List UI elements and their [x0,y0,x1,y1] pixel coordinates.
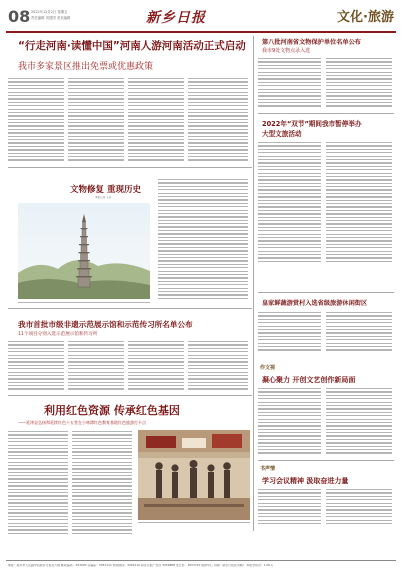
culture-text-col-1 [258,388,321,456]
museum-text-col-1 [258,58,321,109]
red-headline: 利用红色资源 传承红色基因 [44,404,180,417]
paper-logo: 新乡日报 [146,10,206,26]
museum-text-col-2 [326,58,392,109]
museum-subheadline: 我市9处文物点录入选 [262,48,311,54]
village-text-col-2 [326,312,392,353]
main-text-col-1 [8,78,64,163]
editor-line: 责任编辑 刘建国 美术编辑 [31,16,71,20]
relics-text-col-4 [188,341,248,392]
pagoda-photo [18,203,150,299]
protect-text-caption [18,302,150,305]
village-headline: 皇家鲜蔬游赏村入选省级旅游休闲街区 [262,300,368,307]
protect-byline: 本报记者 王菲 [95,196,112,199]
relics-text-col-3 [128,341,184,392]
footer-info: 地址：新乡市人民路中段新乡日报社大楼 邮政编码：453000 总编室：3057111 新闻热线：3062110 新乡日报广告部 3059888 发行部：3053710 照排中心 印刷：新乡日报社印刷厂 本报零售价：1.00元 [8,564,274,567]
middle-rule-mid [8,308,252,309]
red-subheadline: ——延津县弘扬和延续红色十五堂在小林潭红色教育基地红色旅游打卡点 [18,420,146,425]
red-text-col-2 [72,431,132,536]
study-rule [258,460,394,461]
main-subheadline: 我市多家景区推出免票或优惠政策 [18,62,154,72]
study-headline: 学习会议精神 汲取奋进力量 [262,477,349,485]
festival-text-col-1 [258,142,321,264]
culture-headline: 凝心聚力 开创文艺创作新局面 [262,376,356,384]
relics-text-col-2 [68,341,124,392]
festival-text-col-2 [326,142,392,264]
study-text-col-2 [326,489,392,526]
relics-text-col-1 [8,341,64,392]
page-number: 08 [8,7,31,26]
study-text-col-1 [258,489,321,526]
footer-rule [6,560,396,561]
section-title: 文化·旅游 [337,10,394,25]
lower-rule [8,395,252,396]
village-rule [258,292,394,293]
masthead-rule [6,31,396,33]
main-text-col-2 [68,78,124,163]
festival-headline-line-2: 大型文旅活动 [262,130,302,138]
date-line: 2022年12月2日 星期五 [31,10,68,14]
red-text-col-1 [8,431,68,536]
column-divider-right [253,36,254,531]
culture-text-col-2 [326,388,392,456]
festival-headline-line-1: 2022年“双节”期间我市暂停举办 [262,120,362,128]
protect-text-col-1 [158,179,248,301]
middle-rule-top [8,167,252,168]
relics-headline: 我市首批市级非遗示范展示馆和示范传习所名单公布 [18,320,193,329]
study-kicker: 书声情 [260,466,276,472]
village-text-col-1 [258,312,321,353]
masthead [8,6,394,34]
exhibition-caption [138,522,250,525]
protect-headline: 文物修复 重现历史 [70,185,141,195]
main-text-col-4 [188,78,248,163]
museum-headline: 第八批河南省文物保护单位名单公布 [262,39,361,46]
main-headline: “行走河南·读懂中国”河南人游河南活动正式启动 [18,40,246,52]
exhibition-photo [138,430,250,520]
main-text-col-3 [128,78,184,163]
museum-rule [258,113,394,114]
culture-kicker: 作文视 [260,365,276,371]
relics-subheadline: 11个项目分别入选示范展示馆和传习所 [18,332,98,337]
